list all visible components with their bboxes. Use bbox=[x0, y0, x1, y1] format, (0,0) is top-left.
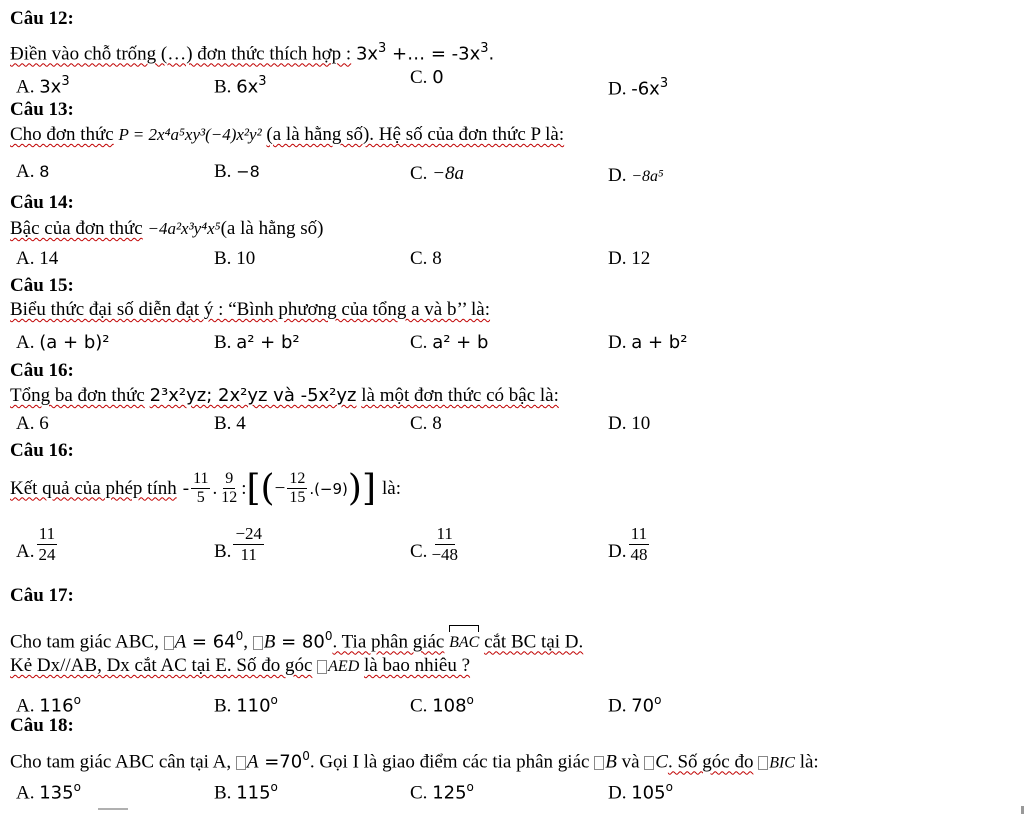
degree-mark: o bbox=[73, 693, 81, 707]
degree-mark: 0 bbox=[235, 629, 244, 643]
option-label: A. bbox=[16, 332, 40, 353]
question-13-option-d[interactable] bbox=[608, 164, 664, 189]
fraction-numerator: 12 bbox=[289, 470, 306, 487]
angle-placeholder-icon bbox=[758, 756, 768, 770]
question-17-option-b[interactable] bbox=[214, 688, 278, 718]
option-label: A. bbox=[16, 541, 35, 562]
option-label: D. bbox=[608, 248, 632, 269]
question-14-option-a[interactable] bbox=[16, 247, 58, 271]
angle-b: B bbox=[605, 751, 617, 773]
angle-placeholder-icon bbox=[594, 756, 604, 770]
option-label: C. bbox=[410, 332, 433, 353]
question-18-option-a[interactable] bbox=[16, 775, 81, 805]
question-16a-option-c[interactable] bbox=[410, 412, 442, 436]
question-16b-prompt bbox=[10, 467, 401, 509]
option-value: (a + b)² bbox=[39, 332, 110, 353]
left-bracket: [ bbox=[246, 467, 261, 509]
question-16a-formula: 2³x²yz; 2x²yz và -5x²yz bbox=[149, 385, 357, 406]
question-17-text-d: Kẻ Dx//AB, Dx cắt AC tại E. Số đo góc bbox=[10, 655, 313, 676]
option-value: 105 bbox=[631, 782, 666, 804]
degree-mark: o bbox=[466, 780, 474, 794]
question-18-prompt bbox=[10, 744, 819, 775]
option-label: C. bbox=[410, 541, 428, 562]
angle-b-value: = 80 bbox=[275, 631, 325, 653]
question-13-title: Câu 13: bbox=[10, 99, 74, 120]
option-value: 8 bbox=[432, 413, 442, 434]
question-18-option-d[interactable] bbox=[608, 775, 673, 805]
angle-placeholder-icon bbox=[253, 636, 263, 650]
question-17-option-a[interactable] bbox=[16, 688, 81, 718]
question-16a-prompt bbox=[10, 384, 559, 408]
option-value: 0 bbox=[432, 67, 444, 88]
question-16b-title: Câu 16: bbox=[10, 440, 74, 461]
fraction-denominator: 12 bbox=[221, 489, 238, 506]
option-label: D. bbox=[608, 695, 632, 717]
question-12-text: Điền vào chỗ trống (…) đơn thức thích hợp : bbox=[10, 43, 352, 65]
fraction-11-5 bbox=[191, 470, 210, 507]
option-label: B. bbox=[214, 413, 237, 434]
question-14-option-d[interactable] bbox=[608, 247, 650, 271]
angle-cap bbox=[449, 625, 479, 632]
fraction-numerator: 11 bbox=[630, 524, 648, 543]
option-label: A. bbox=[16, 248, 40, 269]
option-exp: 3 bbox=[659, 76, 669, 91]
fraction-denominator: 24 bbox=[38, 545, 56, 564]
degree-mark: o bbox=[654, 693, 662, 707]
question-17-option-d[interactable] bbox=[608, 688, 661, 718]
option-label: C. bbox=[410, 163, 433, 184]
question-12-exp-b: 3 bbox=[480, 41, 489, 56]
option-label: A. bbox=[16, 413, 40, 434]
left-paren: ( bbox=[260, 467, 275, 509]
angle-a: A bbox=[246, 751, 259, 773]
question-16b-option-b[interactable] bbox=[214, 524, 266, 565]
question-13-formula: P = 2x⁴a⁵xy³(−4)x²y² bbox=[118, 125, 262, 144]
question-17-line-1: Cho tam giác ABC, $A = 64^0$, $B = 80^0$. Tia phân giác BAC cắt BC tại D. bbox=[10, 624, 583, 655]
dot-operator: . bbox=[212, 477, 218, 499]
option-exp: 3 bbox=[61, 74, 70, 89]
question-18-text-c: . Số góc đo bbox=[667, 751, 754, 773]
option-value: 115 bbox=[236, 782, 271, 804]
question-17-text-e: là bao nhiêu ? bbox=[364, 655, 471, 676]
option-label: A. bbox=[16, 161, 40, 182]
question-14-tail: (a là hằng số) bbox=[220, 218, 324, 239]
option-label: C. bbox=[410, 248, 433, 269]
angle-bac-label: BAC bbox=[449, 634, 480, 652]
question-12-exp-a: 3 bbox=[378, 41, 387, 56]
option-value: 110 bbox=[236, 695, 271, 717]
option-label: A. bbox=[16, 782, 40, 804]
question-14-prompt bbox=[10, 217, 323, 241]
question-17-option-c[interactable] bbox=[410, 688, 474, 718]
option-value: 3x bbox=[39, 76, 62, 98]
option-label: B. bbox=[214, 248, 237, 269]
option-value: 14 bbox=[39, 248, 59, 269]
question-15-prompt bbox=[10, 298, 490, 322]
fraction-denominator: −48 bbox=[431, 545, 459, 564]
angle-b: B bbox=[263, 631, 276, 653]
option-value: −8a bbox=[432, 163, 465, 184]
question-18-text-d: là: bbox=[799, 751, 819, 773]
question-14-option-c[interactable] bbox=[410, 247, 442, 271]
option-value: 6x bbox=[236, 76, 259, 98]
fraction-numerator: 11 bbox=[436, 524, 453, 543]
option-value: −8 bbox=[236, 162, 260, 181]
option-label: B. bbox=[214, 541, 232, 562]
angle-a-value: =70 bbox=[258, 751, 303, 773]
degree-mark: o bbox=[466, 693, 474, 707]
option-fraction bbox=[628, 524, 649, 565]
option-label: D. bbox=[608, 413, 632, 434]
right-paren: ) bbox=[347, 467, 362, 509]
fraction-12-15 bbox=[287, 470, 307, 507]
option-value: −8a⁵ bbox=[631, 168, 664, 185]
question-12-option-d[interactable] bbox=[608, 72, 668, 101]
question-16b-option-a[interactable] bbox=[16, 524, 59, 565]
question-14-option-b[interactable] bbox=[214, 247, 255, 271]
option-value: 108 bbox=[432, 695, 467, 717]
fraction-denominator: 5 bbox=[196, 489, 205, 506]
angle-placeholder-icon bbox=[164, 636, 174, 650]
question-12-end: . bbox=[488, 43, 495, 65]
question-13-text: Cho đơn thức bbox=[10, 124, 114, 145]
question-13-option-b[interactable] bbox=[214, 160, 260, 184]
option-label: D. bbox=[608, 78, 632, 100]
fraction-numerator: 11 bbox=[38, 524, 56, 543]
fraction-denominator: 11 bbox=[240, 545, 257, 564]
option-label: C. bbox=[410, 782, 433, 804]
option-label: C. bbox=[410, 67, 433, 88]
option-value: 116 bbox=[39, 695, 74, 717]
option-label: B. bbox=[214, 76, 237, 98]
option-value: 8 bbox=[39, 162, 50, 181]
angle-a-value: = 64 bbox=[186, 631, 236, 653]
question-12-option-a[interactable] bbox=[16, 70, 70, 99]
option-label: D. bbox=[608, 332, 632, 353]
angle-bac bbox=[449, 631, 479, 655]
option-value: a² + b bbox=[432, 332, 489, 353]
question-12-expr-a: 3x bbox=[355, 43, 379, 65]
question-18-text-a: Cho tam giác ABC cân tại A, bbox=[10, 751, 232, 773]
question-16b-option-c[interactable] bbox=[410, 524, 462, 565]
question-16a-option-a[interactable] bbox=[16, 412, 49, 436]
option-value: 135 bbox=[39, 782, 74, 804]
question-14-text: Bậc của đơn thức bbox=[10, 218, 143, 239]
question-12-expr-b: +… = -3x bbox=[386, 43, 481, 65]
degree-mark: o bbox=[73, 780, 81, 794]
option-value: 4 bbox=[236, 413, 246, 434]
negative-sign: − bbox=[274, 477, 286, 499]
angle-bic: BIC bbox=[769, 754, 795, 772]
angle-placeholder-icon bbox=[236, 756, 246, 770]
option-value: a + b² bbox=[631, 332, 688, 353]
question-16b-option-d[interactable] bbox=[608, 524, 651, 565]
option-value: 8 bbox=[432, 248, 442, 269]
option-value: a² + b² bbox=[236, 332, 300, 353]
question-18-option-b[interactable] bbox=[214, 775, 278, 805]
option-label: C. bbox=[410, 695, 433, 717]
option-label: C. bbox=[410, 413, 433, 434]
question-15-text: Biểu thức đại số diễn đạt ý : “Bình phương của tổng a và b’’ là: bbox=[10, 299, 491, 320]
option-value: 10 bbox=[631, 413, 651, 434]
question-14-formula: −4a²x³y⁴x⁵ bbox=[147, 219, 221, 238]
question-16b-text: Kết quả của phép tính bbox=[10, 477, 177, 499]
angle-a: A bbox=[174, 631, 187, 653]
fraction-denominator: 48 bbox=[630, 545, 648, 564]
question-17-line-2 bbox=[10, 654, 470, 679]
option-label: B. bbox=[214, 695, 237, 717]
angle-placeholder-icon bbox=[644, 756, 654, 770]
option-value: 10 bbox=[236, 248, 256, 269]
question-13-prompt bbox=[10, 123, 564, 147]
page-edge-mark bbox=[98, 808, 128, 810]
option-fraction bbox=[429, 524, 460, 565]
option-fraction bbox=[36, 524, 57, 565]
question-16a-tail: là một đơn thức có bậc là: bbox=[361, 385, 559, 406]
question-12-option-c[interactable] bbox=[410, 66, 444, 90]
question-17-text-b: . Tia phân giác bbox=[332, 631, 445, 653]
minus-sign: - bbox=[182, 477, 190, 499]
question-15-option-c[interactable] bbox=[410, 331, 488, 355]
question-12-option-b[interactable] bbox=[214, 70, 267, 99]
question-15-option-b[interactable] bbox=[214, 331, 300, 355]
degree-mark: o bbox=[270, 780, 278, 794]
angle-aed: AED bbox=[328, 658, 360, 675]
question-13-option-c[interactable] bbox=[410, 162, 464, 186]
question-12-prompt bbox=[10, 37, 494, 66]
question-15-option-d[interactable] bbox=[608, 331, 687, 355]
degree-mark: o bbox=[270, 693, 278, 707]
colon-operator: : bbox=[241, 477, 247, 499]
degree-mark: o bbox=[665, 780, 673, 794]
question-13-tail: (a là hằng số). Hệ số của đơn thức P là: bbox=[266, 124, 565, 145]
option-value: -6x bbox=[631, 78, 660, 100]
question-16a-option-d[interactable] bbox=[608, 412, 650, 436]
option-label: B. bbox=[214, 332, 237, 353]
fraction-numerator: −24 bbox=[235, 524, 263, 543]
option-label: D. bbox=[608, 541, 627, 562]
degree-mark: 0 bbox=[324, 629, 333, 643]
question-18-title: Câu 18: bbox=[10, 715, 74, 736]
question-18-and: và bbox=[621, 751, 640, 773]
question-16a-text: Tổng ba đơn thức bbox=[10, 385, 145, 406]
angle-placeholder-icon bbox=[317, 660, 327, 674]
fraction-9-12 bbox=[219, 470, 239, 507]
option-value: 70 bbox=[631, 695, 655, 717]
question-15-title: Câu 15: bbox=[10, 275, 74, 296]
option-fraction bbox=[233, 524, 264, 565]
fraction-numerator: 9 bbox=[225, 470, 234, 487]
option-value: 125 bbox=[432, 782, 467, 804]
question-16a-title: Câu 16: bbox=[10, 360, 74, 381]
option-label: A. bbox=[16, 695, 40, 717]
right-bracket: ] bbox=[361, 467, 376, 509]
option-label: D. bbox=[608, 165, 632, 186]
question-18-option-c[interactable] bbox=[410, 775, 474, 805]
option-value: 12 bbox=[631, 248, 651, 269]
option-label: B. bbox=[214, 161, 237, 182]
question-17-title: Câu 17: bbox=[10, 585, 74, 606]
degree-mark: 0 bbox=[302, 749, 310, 763]
option-label: B. bbox=[214, 782, 237, 804]
option-exp: 3 bbox=[258, 74, 267, 89]
question-17-text-a: Cho tam giác ABC, bbox=[10, 631, 159, 653]
multiply-term: .(−9) bbox=[309, 479, 348, 498]
fraction-numerator: 11 bbox=[193, 470, 209, 487]
question-14-title: Câu 14: bbox=[10, 192, 74, 213]
question-18-text-b: . Gọi I là giao điểm các tia phân giác bbox=[309, 751, 590, 773]
option-label: D. bbox=[608, 782, 632, 804]
option-value: 6 bbox=[39, 413, 49, 434]
question-13-option-a[interactable] bbox=[16, 160, 49, 184]
fraction-denominator: 15 bbox=[289, 489, 306, 506]
question-16a-option-b[interactable] bbox=[214, 412, 246, 436]
angle-c: C bbox=[655, 751, 668, 773]
question-12-title: Câu 12: bbox=[10, 8, 74, 29]
question-16b-tail: là: bbox=[382, 477, 401, 499]
question-17-text-c: cắt BC tại D. bbox=[484, 631, 584, 653]
question-15-option-a[interactable] bbox=[16, 331, 109, 355]
option-label: A. bbox=[16, 76, 40, 98]
